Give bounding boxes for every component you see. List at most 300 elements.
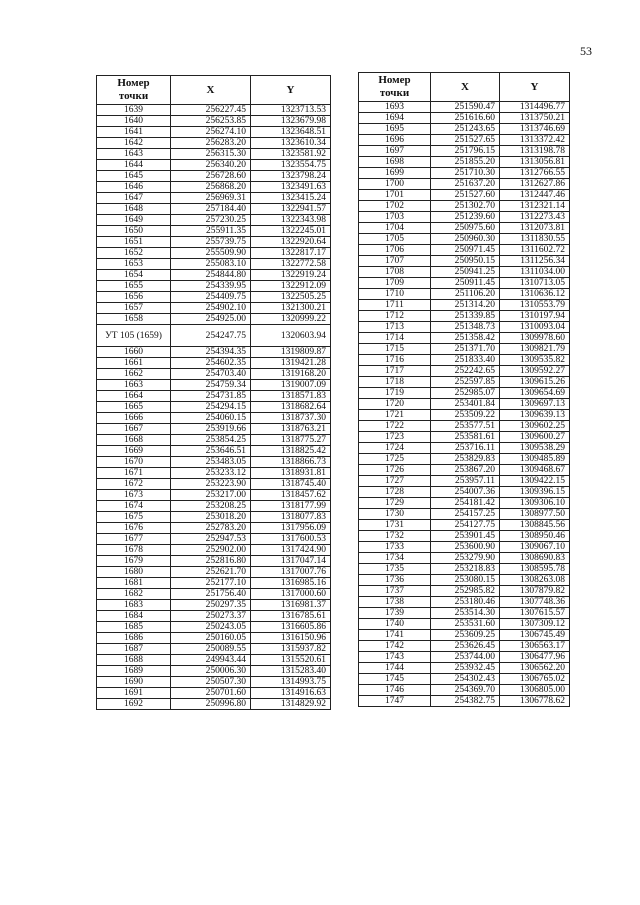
y-coordinate-cell: 1318745.40 xyxy=(251,479,331,490)
point-number-cell: 1687 xyxy=(97,644,171,655)
x-coordinate-cell: 254294.15 xyxy=(171,402,251,413)
point-number-cell: 1680 xyxy=(97,567,171,578)
y-coordinate-cell: 1312447.46 xyxy=(500,190,570,201)
table-row xyxy=(359,300,570,311)
table-row xyxy=(97,171,331,182)
point-number-cell: 1648 xyxy=(97,204,171,215)
y-coordinate-cell: 1316985.16 xyxy=(251,578,331,589)
y-coordinate-cell: 1322245.01 xyxy=(251,226,331,237)
table-row xyxy=(359,278,570,289)
y-coordinate-cell: 1310713.05 xyxy=(500,278,570,289)
x-coordinate-cell: 251756.40 xyxy=(171,589,251,600)
table-row xyxy=(97,600,331,611)
table-row xyxy=(359,322,570,333)
table-row xyxy=(359,421,570,432)
x-coordinate-cell: 251637.20 xyxy=(431,179,500,190)
y-coordinate-cell: 1309306.10 xyxy=(500,498,570,509)
x-coordinate-cell: 253218.83 xyxy=(431,564,500,575)
y-coordinate-cell: 1313372.42 xyxy=(500,135,570,146)
x-coordinate-cell: 253581.61 xyxy=(431,432,500,443)
y-coordinate-cell: 1306563.17 xyxy=(500,641,570,652)
table-row xyxy=(359,377,570,388)
table-row xyxy=(97,666,331,677)
table-row xyxy=(359,234,570,245)
y-coordinate-cell: 1323415.24 xyxy=(251,193,331,204)
page-number: 53 xyxy=(580,44,592,58)
table-row xyxy=(97,237,331,248)
x-coordinate-cell: 254731.85 xyxy=(171,391,251,402)
x-coordinate-cell: 254409.75 xyxy=(171,292,251,303)
table-row xyxy=(359,542,570,553)
point-number-cell: 1674 xyxy=(97,501,171,512)
y-coordinate-cell: 1318737.30 xyxy=(251,413,331,424)
point-number-cell: 1696 xyxy=(359,135,431,146)
table-row xyxy=(97,380,331,391)
table-row xyxy=(97,501,331,512)
point-number-cell: 1676 xyxy=(97,523,171,534)
y-coordinate-cell: 1308950.46 xyxy=(500,531,570,542)
table-row xyxy=(359,553,570,564)
x-coordinate-cell: 253401.84 xyxy=(431,399,500,410)
point-number-cell: 1734 xyxy=(359,553,431,564)
x-coordinate-cell: 250297.35 xyxy=(171,600,251,611)
point-number-cell: 1724 xyxy=(359,443,431,454)
y-coordinate-cell: 1309396.15 xyxy=(500,487,570,498)
table-row xyxy=(359,685,570,696)
x-coordinate-cell: 256340.20 xyxy=(171,160,251,171)
table-row xyxy=(97,413,331,424)
y-coordinate-cell: 1320999.22 xyxy=(251,314,331,325)
x-coordinate-cell: 253957.11 xyxy=(431,476,500,487)
point-number-cell: 1647 xyxy=(97,193,171,204)
y-coordinate-cell: 1312073.81 xyxy=(500,223,570,234)
y-coordinate-cell: 1311256.34 xyxy=(500,256,570,267)
x-coordinate-cell: 253018.20 xyxy=(171,512,251,523)
x-coordinate-cell: 250243.05 xyxy=(171,622,251,633)
table-row xyxy=(97,193,331,204)
x-coordinate-cell: 253514.30 xyxy=(431,608,500,619)
point-number-cell: 1693 xyxy=(359,102,431,113)
y-coordinate-cell: 1323581.92 xyxy=(251,149,331,160)
table-row xyxy=(359,630,570,641)
y-coordinate-cell: 1316150.96 xyxy=(251,633,331,644)
x-coordinate-cell: 254602.35 xyxy=(171,358,251,369)
point-number-cell: 1710 xyxy=(359,289,431,300)
point-number-cell: 1735 xyxy=(359,564,431,575)
point-number-cell: 1640 xyxy=(97,116,171,127)
y-coordinate-cell: 1307748.36 xyxy=(500,597,570,608)
table-row xyxy=(359,608,570,619)
x-coordinate-cell: 252816.80 xyxy=(171,556,251,567)
x-coordinate-cell: 250160.05 xyxy=(171,633,251,644)
point-number-cell: 1654 xyxy=(97,270,171,281)
x-coordinate-cell: 253829.83 xyxy=(431,454,500,465)
y-coordinate-cell: 1317007.76 xyxy=(251,567,331,578)
y-coordinate-cell: 1309538.29 xyxy=(500,443,570,454)
y-coordinate-cell: 1318866.73 xyxy=(251,457,331,468)
y-coordinate-cell: 1318177.99 xyxy=(251,501,331,512)
table-header-row xyxy=(359,73,570,102)
table-row xyxy=(359,399,570,410)
y-coordinate-cell: 1306778.62 xyxy=(500,696,570,707)
table-row xyxy=(359,311,570,322)
x-coordinate-cell: 250971.45 xyxy=(431,245,500,256)
table-row xyxy=(97,468,331,479)
x-coordinate-cell: 253854.25 xyxy=(171,435,251,446)
table-row xyxy=(359,498,570,509)
x-coordinate-cell: 252177.10 xyxy=(171,578,251,589)
x-coordinate-cell: 253867.20 xyxy=(431,465,500,476)
point-number-cell: 1667 xyxy=(97,424,171,435)
point-number-cell: 1688 xyxy=(97,655,171,666)
table-row xyxy=(359,223,570,234)
point-number-cell: 1682 xyxy=(97,589,171,600)
point-number-cell: 1686 xyxy=(97,633,171,644)
y-coordinate-cell: 1309697.13 xyxy=(500,399,570,410)
point-number-cell: 1658 xyxy=(97,314,171,325)
x-coordinate-cell: 254703.40 xyxy=(171,369,251,380)
y-coordinate-cell: 1308977.50 xyxy=(500,509,570,520)
point-number-cell: 1716 xyxy=(359,355,431,366)
point-number-cell: 1645 xyxy=(97,171,171,182)
x-coordinate-cell: 251339.85 xyxy=(431,311,500,322)
y-coordinate-cell: 1306765.02 xyxy=(500,674,570,685)
x-coordinate-cell: 253483.05 xyxy=(171,457,251,468)
x-coordinate-cell: 254902.10 xyxy=(171,303,251,314)
y-coordinate-cell: 1323798.24 xyxy=(251,171,331,182)
y-coordinate-cell: 1319809.87 xyxy=(251,347,331,358)
x-coordinate-cell: 254394.35 xyxy=(171,347,251,358)
x-coordinate-cell: 249943.44 xyxy=(171,655,251,666)
point-number-cell: 1668 xyxy=(97,435,171,446)
point-number-cell: 1700 xyxy=(359,179,431,190)
x-coordinate-cell: 255509.90 xyxy=(171,248,251,259)
point-number-cell: УТ 105 (1659) xyxy=(97,325,171,347)
x-coordinate-cell: 250960.30 xyxy=(431,234,500,245)
y-coordinate-cell: 1309535.82 xyxy=(500,355,570,366)
point-number-cell: 1740 xyxy=(359,619,431,630)
x-coordinate-cell: 250950.15 xyxy=(431,256,500,267)
y-coordinate-cell: 1323610.34 xyxy=(251,138,331,149)
x-coordinate-cell: 251527.60 xyxy=(431,190,500,201)
point-number-cell: 1665 xyxy=(97,402,171,413)
y-coordinate-cell: 1314829.92 xyxy=(251,699,331,710)
y-coordinate-cell: 1318077.83 xyxy=(251,512,331,523)
point-number-cell: 1704 xyxy=(359,223,431,234)
y-coordinate-cell: 1309067.10 xyxy=(500,542,570,553)
point-number-cell: 1713 xyxy=(359,322,431,333)
table-row xyxy=(97,655,331,666)
point-number-cell: 1689 xyxy=(97,666,171,677)
y-coordinate-cell: 1314993.75 xyxy=(251,677,331,688)
y-coordinate-cell: 1322817.17 xyxy=(251,248,331,259)
table-row xyxy=(359,564,570,575)
x-coordinate-cell: 253609.25 xyxy=(431,630,500,641)
point-number-cell: 1691 xyxy=(97,688,171,699)
point-number-cell: 1708 xyxy=(359,267,431,278)
table-row xyxy=(359,212,570,223)
x-coordinate-cell: 254181.42 xyxy=(431,498,500,509)
x-coordinate-cell: 254302.43 xyxy=(431,674,500,685)
table-row xyxy=(359,619,570,630)
table-row xyxy=(97,270,331,281)
table-row xyxy=(97,116,331,127)
table-row xyxy=(359,168,570,179)
x-coordinate-cell: 250996.80 xyxy=(171,699,251,710)
point-number-cell: 1653 xyxy=(97,259,171,270)
table-row xyxy=(359,663,570,674)
y-coordinate-cell: 1315937.82 xyxy=(251,644,331,655)
y-coordinate-cell: 1316605.86 xyxy=(251,622,331,633)
y-coordinate-cell: 1322343.98 xyxy=(251,215,331,226)
table-row xyxy=(97,325,331,347)
x-coordinate-cell: 250273.37 xyxy=(171,611,251,622)
x-coordinate-cell: 256315.30 xyxy=(171,149,251,160)
point-number-cell: 1669 xyxy=(97,446,171,457)
x-coordinate-cell: 254007.36 xyxy=(431,487,500,498)
table-row xyxy=(359,520,570,531)
point-number-cell: 1670 xyxy=(97,457,171,468)
table-row xyxy=(359,344,570,355)
x-coordinate-cell: 256274.10 xyxy=(171,127,251,138)
y-coordinate-cell: 1318571.83 xyxy=(251,391,331,402)
table-row xyxy=(97,369,331,380)
table-row xyxy=(359,410,570,421)
point-number-cell: 1641 xyxy=(97,127,171,138)
x-coordinate-cell: 251833.40 xyxy=(431,355,500,366)
point-number-cell: 1644 xyxy=(97,160,171,171)
point-number-cell: 1655 xyxy=(97,281,171,292)
point-number-cell: 1678 xyxy=(97,545,171,556)
point-number-cell: 1679 xyxy=(97,556,171,567)
x-coordinate-cell: 253932.45 xyxy=(431,663,500,674)
point-number-cell: 1642 xyxy=(97,138,171,149)
table-row xyxy=(97,512,331,523)
point-number-cell: 1694 xyxy=(359,113,431,124)
point-number-cell: 1690 xyxy=(97,677,171,688)
y-coordinate-cell: 1309654.69 xyxy=(500,388,570,399)
y-coordinate-cell: 1317424.90 xyxy=(251,545,331,556)
table-row xyxy=(97,479,331,490)
y-coordinate-cell: 1322912.09 xyxy=(251,281,331,292)
y-coordinate-cell: 1322919.24 xyxy=(251,270,331,281)
point-number-cell: 1742 xyxy=(359,641,431,652)
point-number-cell: 1739 xyxy=(359,608,431,619)
table-row xyxy=(359,333,570,344)
point-number-cell: 1683 xyxy=(97,600,171,611)
table-row xyxy=(359,102,570,113)
y-coordinate-cell: 1309468.67 xyxy=(500,465,570,476)
y-coordinate-cell: 1310093.04 xyxy=(500,322,570,333)
x-coordinate-cell: 255083.10 xyxy=(171,259,251,270)
x-coordinate-cell: 256728.60 xyxy=(171,171,251,182)
x-coordinate-cell: 254339.95 xyxy=(171,281,251,292)
y-coordinate-cell: 1318775.27 xyxy=(251,435,331,446)
x-coordinate-cell: 253223.90 xyxy=(171,479,251,490)
point-number-cell: 1723 xyxy=(359,432,431,443)
x-coordinate-cell: 252902.00 xyxy=(171,545,251,556)
table-row xyxy=(359,465,570,476)
table-row xyxy=(97,138,331,149)
table-row xyxy=(97,204,331,215)
table-row xyxy=(359,487,570,498)
y-coordinate-cell: 1323679.98 xyxy=(251,116,331,127)
point-number-cell: 1675 xyxy=(97,512,171,523)
x-coordinate-cell: 253217.00 xyxy=(171,490,251,501)
x-coordinate-cell: 253577.51 xyxy=(431,421,500,432)
x-coordinate-cell: 251314.20 xyxy=(431,300,500,311)
table-row xyxy=(97,160,331,171)
y-coordinate-cell: 1310197.94 xyxy=(500,311,570,322)
point-number-cell: 1663 xyxy=(97,380,171,391)
x-coordinate-cell: 254127.75 xyxy=(431,520,500,531)
y-coordinate-cell: 1309485.89 xyxy=(500,454,570,465)
table-row xyxy=(97,567,331,578)
x-coordinate-cell: 254369.70 xyxy=(431,685,500,696)
table-row xyxy=(97,402,331,413)
point-number-cell: 1730 xyxy=(359,509,431,520)
y-coordinate-cell: 1320603.94 xyxy=(251,325,331,347)
x-coordinate-cell: 256227.45 xyxy=(171,105,251,116)
table-row xyxy=(97,589,331,600)
table-row xyxy=(97,523,331,534)
y-coordinate-cell: 1311602.72 xyxy=(500,245,570,256)
table-row xyxy=(359,135,570,146)
point-number-cell: 1712 xyxy=(359,311,431,322)
table-row xyxy=(97,105,331,116)
x-coordinate-cell: 253716.11 xyxy=(431,443,500,454)
table-row xyxy=(97,259,331,270)
point-number-cell: 1671 xyxy=(97,468,171,479)
point-number-cell: 1643 xyxy=(97,149,171,160)
point-number-cell: 1741 xyxy=(359,630,431,641)
x-coordinate-cell: 251855.20 xyxy=(431,157,500,168)
x-coordinate-cell: 256283.20 xyxy=(171,138,251,149)
table-row xyxy=(97,633,331,644)
x-coordinate-cell: 252985.82 xyxy=(431,586,500,597)
x-coordinate-cell: 251302.70 xyxy=(431,201,500,212)
y-coordinate-cell: 1319421.28 xyxy=(251,358,331,369)
x-coordinate-cell: 253919.66 xyxy=(171,424,251,435)
y-coordinate-cell: 1311830.55 xyxy=(500,234,570,245)
table-row xyxy=(359,575,570,586)
y-coordinate-cell: 1313750.21 xyxy=(500,113,570,124)
table-row xyxy=(359,190,570,201)
point-number-cell: 1726 xyxy=(359,465,431,476)
y-coordinate-cell: 1322941.57 xyxy=(251,204,331,215)
y-coordinate-cell: 1309639.13 xyxy=(500,410,570,421)
table-row xyxy=(359,388,570,399)
table-row xyxy=(359,113,570,124)
table-row xyxy=(97,281,331,292)
point-number-cell: 1664 xyxy=(97,391,171,402)
table-row xyxy=(359,366,570,377)
y-coordinate-cell: 1307309.12 xyxy=(500,619,570,630)
x-coordinate-cell: 253509.22 xyxy=(431,410,500,421)
y-coordinate-cell: 1309602.25 xyxy=(500,421,570,432)
x-coordinate-cell: 257230.25 xyxy=(171,215,251,226)
point-number-cell: 1666 xyxy=(97,413,171,424)
y-coordinate-cell: 1318682.64 xyxy=(251,402,331,413)
table-row xyxy=(359,696,570,707)
point-number-cell: 1702 xyxy=(359,201,431,212)
x-coordinate-cell: 252597.85 xyxy=(431,377,500,388)
table-row xyxy=(97,314,331,325)
x-coordinate-cell: 252621.70 xyxy=(171,567,251,578)
point-number-cell: 1692 xyxy=(97,699,171,710)
x-coordinate-cell: 253600.90 xyxy=(431,542,500,553)
x-coordinate-cell: 252947.53 xyxy=(171,534,251,545)
x-coordinate-cell: 254759.34 xyxy=(171,380,251,391)
table-row xyxy=(97,622,331,633)
y-coordinate-cell: 1313746.69 xyxy=(500,124,570,135)
y-coordinate-cell: 1312627.86 xyxy=(500,179,570,190)
x-coordinate-cell: 250911.45 xyxy=(431,278,500,289)
x-coordinate-cell: 253233.12 xyxy=(171,468,251,479)
y-coordinate-cell: 1309821.79 xyxy=(500,344,570,355)
x-coordinate-cell: 253080.15 xyxy=(431,575,500,586)
table-row xyxy=(359,674,570,685)
x-coordinate-cell: 253279.90 xyxy=(431,553,500,564)
point-number-cell: 1706 xyxy=(359,245,431,256)
y-coordinate-cell: 1323713.53 xyxy=(251,105,331,116)
point-number-cell: 1738 xyxy=(359,597,431,608)
table-row xyxy=(97,424,331,435)
point-number-cell: 1646 xyxy=(97,182,171,193)
y-coordinate-cell: 1316785.61 xyxy=(251,611,331,622)
table-row xyxy=(359,443,570,454)
x-coordinate-cell: 252242.65 xyxy=(431,366,500,377)
point-number-cell: 1727 xyxy=(359,476,431,487)
y-coordinate-cell: 1323648.51 xyxy=(251,127,331,138)
point-number-cell: 1649 xyxy=(97,215,171,226)
table-row xyxy=(359,157,570,168)
y-coordinate-cell: 1312321.14 xyxy=(500,201,570,212)
x-coordinate-cell: 253626.45 xyxy=(431,641,500,652)
table-row xyxy=(97,688,331,699)
point-number-cell: 1672 xyxy=(97,479,171,490)
point-number-cell: 1639 xyxy=(97,105,171,116)
x-coordinate-cell: 253180.46 xyxy=(431,597,500,608)
table-header-row xyxy=(97,76,331,105)
point-number-cell: 1695 xyxy=(359,124,431,135)
y-coordinate-cell: 1317956.09 xyxy=(251,523,331,534)
y-coordinate-cell: 1318825.42 xyxy=(251,446,331,457)
table-row xyxy=(97,391,331,402)
y-coordinate-cell: 1317600.53 xyxy=(251,534,331,545)
point-number-cell: 1737 xyxy=(359,586,431,597)
x-coordinate-cell: 251527.65 xyxy=(431,135,500,146)
y-coordinate-cell: 1318457.62 xyxy=(251,490,331,501)
x-coordinate-cell: 253901.45 xyxy=(431,531,500,542)
table-row xyxy=(97,182,331,193)
x-coordinate-cell: 254060.15 xyxy=(171,413,251,424)
point-number-cell: 1722 xyxy=(359,421,431,432)
x-coordinate-cell: 251348.73 xyxy=(431,322,500,333)
point-number-cell: 1660 xyxy=(97,347,171,358)
point-number-cell: 1715 xyxy=(359,344,431,355)
x-coordinate-cell: 254382.75 xyxy=(431,696,500,707)
x-coordinate-cell: 250507.30 xyxy=(171,677,251,688)
y-header: Y xyxy=(500,73,570,102)
y-coordinate-cell: 1323491.63 xyxy=(251,182,331,193)
y-coordinate-cell: 1308690.83 xyxy=(500,553,570,564)
table-row xyxy=(97,435,331,446)
table-row xyxy=(97,347,331,358)
y-coordinate-cell: 1308845.56 xyxy=(500,520,570,531)
x-coordinate-cell: 253744.00 xyxy=(431,652,500,663)
y-coordinate-cell: 1316981.37 xyxy=(251,600,331,611)
